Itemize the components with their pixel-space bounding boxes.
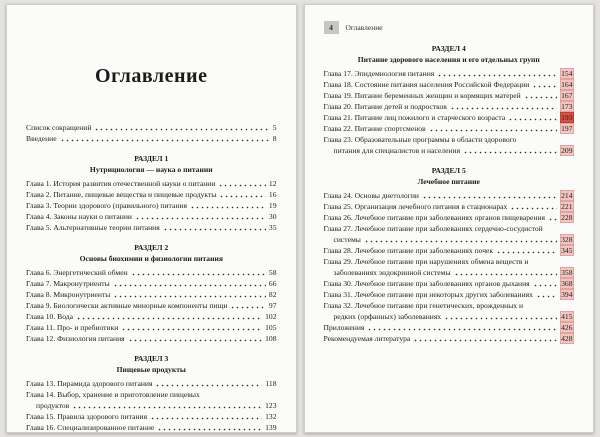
page-number-link[interactable]: 209 [561,146,573,155]
toc-entry [324,245,575,256]
page-number: 97 [268,301,277,310]
toc-entry [26,378,277,389]
toc-entry-text: Глава 19. Питание беременных женщин и кормящих матерей [323,91,521,100]
page-number-link[interactable]: 428 [561,334,573,343]
toc-entry-text: Глава 26. Лечебное питание при заболеваниях органов пищеварения [323,213,545,222]
dot-leader [157,422,262,433]
section-header [26,242,277,264]
dot-leader [131,267,266,278]
toc-entry [26,267,277,278]
toc-entry [26,189,277,200]
toc-entry [26,333,277,344]
toc-entry-line [324,278,575,289]
toc-entry-text: Глава 8. Микронутриенты [26,290,111,299]
dot-leader [367,322,556,333]
dot-leader [60,133,270,144]
page-number: 19 [268,201,277,210]
toc-entry [324,123,575,134]
toc-entry-line [324,79,575,90]
toc-entry [324,300,575,322]
toc-entry-line [26,300,277,311]
toc-entry-line [26,322,277,333]
dot-leader [163,222,266,233]
toc-entry [324,134,575,156]
toc-entry [26,122,277,133]
toc-entry-text: Глава 13. Пирамида здорового питания [26,379,153,388]
toc-entry [26,389,277,411]
toc-entry-line [26,311,277,322]
page-number-link[interactable]: 426 [561,323,573,332]
toc-entry [324,212,575,223]
page-number: 132 [265,412,277,421]
page-number: 105 [265,323,277,332]
page-number: 102 [265,312,277,321]
toc-entry-text: Глава 28. Лечебное питание при заболеваниях почек [323,246,494,255]
toc-entry-text: Глава 11. Про- и пребиотики [26,323,119,332]
toc-entry-line [324,201,575,212]
toc-entry-text: Глава 18. Состояние питания населения Российской Федерации [323,80,530,89]
running-header [324,21,575,34]
toc-entry-line [324,68,575,79]
dot-leader [230,300,265,311]
dot-leader [444,311,556,322]
dot-leader [219,189,266,200]
toc-entry [324,322,575,333]
toc-entry-line [324,90,575,101]
toc-entry-line [26,189,277,200]
page-number: 35 [268,223,277,232]
toc-entry-line [26,222,277,233]
toc-entry-text: системы [333,235,361,244]
dot-leader [510,201,556,212]
page-number-link[interactable]: 197 [561,124,573,133]
dot-leader [121,322,262,333]
toc-entry [324,278,575,289]
toc-entry-text: продуктов [36,401,70,410]
toc-entry-line [324,112,575,123]
toc-entry-text: Глава 24. Основы диетологии [323,191,419,200]
toc-entry-line [324,245,575,256]
section-title: РАЗДЕЛ 5 [431,166,466,175]
toc-entry-text: питания для специалистов и населения [333,146,461,155]
toc-entry-text: Глава 2. Питание, пищевые вещества и пищевые продукты [26,190,217,199]
toc-entry-line [324,145,575,156]
section-header [324,165,575,187]
toc-entry-line [324,234,575,245]
toc-entry-text: Глава 10. Вода [26,312,74,321]
toc-entry-line [26,411,277,422]
dot-leader [150,411,262,422]
toc-entry [26,411,277,422]
dot-leader [429,123,557,134]
dot-leader [113,289,265,300]
page-number-link[interactable]: 167 [561,91,573,100]
dot-leader [155,378,262,389]
toc-entry-text: Глава 25. Организация лечебного питания в стационарах [323,202,508,211]
page-number-link[interactable]: 345 [561,246,573,255]
section-header [26,153,277,175]
toc-entry [324,333,575,344]
toc-entry-text: Глава 31. Лечебное питание при некоторых других заболеваниях [323,290,533,299]
toc-entry-line [26,200,277,211]
toc-entry-line [26,267,277,278]
page-number: 12 [268,179,277,188]
toc-entry [324,90,575,101]
toc-entry-text: Глава 20. Питание детей и подростков [323,102,447,111]
toc-entry [26,211,277,222]
toc-entry-line [324,322,575,333]
page-number-link[interactable]: 154 [561,69,573,78]
toc-entry-text: Глава 22. Питание спортсменов [323,124,426,133]
toc-entry-line [26,122,277,133]
section-subtitle: Лечебное питание [417,177,480,186]
toc-entry [26,278,277,289]
dot-leader [413,333,556,344]
toc-entry [26,300,277,311]
toc-entry-line [26,422,277,433]
running-header-title: Оглавление [345,23,383,32]
toc-entry [26,311,277,322]
toc-entry-line [26,333,277,344]
toc-entry-text: Глава 16. Специализированное питание [26,423,155,432]
toc-entry-line [26,211,277,222]
toc-title: Оглавление [95,65,208,87]
left-toc [26,122,277,433]
section-title: РАЗДЕЛ 4 [431,44,466,53]
toc-entry [324,190,575,201]
section-title: РАЗДЕЛ 1 [134,154,169,163]
page-number-link[interactable]: 358 [561,268,573,277]
page-number-link[interactable]: 173 [561,102,573,111]
section-subtitle: Питание здорового населения и его отдельных групп [357,55,540,64]
section-header [26,353,277,375]
section-title: РАЗДЕЛ 3 [134,354,169,363]
toc-entry-text: Глава 30. Лечебное питание при заболеваниях органов дыхания [323,279,530,288]
section-title: РАЗДЕЛ 2 [134,243,169,252]
toc-entry-line [26,133,277,144]
page-number: 139 [265,423,277,432]
dot-leader [190,200,266,211]
toc-entry-line [26,400,277,411]
dot-leader [548,212,557,223]
toc-entry-text: Глава 27. Лечебное питание при заболеваниях сердечно-сосудистой [323,224,543,233]
toc-entry-text: Глава 17. Эпидемиология питания [323,69,435,78]
dot-leader [94,122,269,133]
page-number-link[interactable]: 193 [561,113,573,122]
dot-leader [437,68,556,79]
toc-entry-text: Введение [26,134,57,143]
left-page [6,4,297,433]
right-page [304,4,595,433]
page-number-link[interactable]: 228 [561,213,573,222]
toc-entry-text: Приложения [323,323,365,332]
page-number-badge: 4 [324,21,339,34]
page-number: 5 [272,123,277,132]
page-number-link[interactable]: 328 [561,235,573,244]
dot-leader [72,400,262,411]
toc-entry [324,201,575,212]
toc-entry-line [324,190,575,201]
dot-leader [496,245,556,256]
dot-leader [364,234,557,245]
toc-entry [26,222,277,233]
dot-leader [533,278,557,289]
dot-leader [524,90,557,101]
page-number-link[interactable]: 415 [561,312,573,321]
dot-leader [454,267,557,278]
toc-entry-text: Глава 14. Выбор, хранение и приготовление пищевых [26,390,200,399]
dot-leader [113,278,266,289]
page-number: 108 [265,334,277,343]
page-number: 123 [265,401,277,410]
toc-entry-line [26,278,277,289]
toc-entry-line [26,178,277,189]
toc-entry-text: Глава 12. Физиология питания [26,334,125,343]
toc-entry-line [324,212,575,223]
toc-entry [324,223,575,245]
page-number: 66 [268,279,277,288]
page-number: 30 [268,212,277,221]
toc-entry-text: Глава 23. Образовательные программы в области здорового [323,135,517,144]
toc-entry-line [26,289,277,300]
toc-entry [26,133,277,144]
dot-leader [135,211,266,222]
toc-entry-text: Глава 4. Законы науки о питании [26,212,132,221]
toc-entry-text: Список сокращений [26,123,92,132]
toc-entry-text: редких (орфанных) заболеваниях [333,312,442,321]
toc-entry-line [324,101,575,112]
page-number: 118 [265,379,277,388]
toc-entry [324,289,575,300]
toc-entry-text: Рекомендуемая литература [323,334,411,343]
page-number: 58 [268,268,277,277]
dot-leader [450,101,557,112]
toc-entry-text: заболеваниях эндокринной системы [333,268,451,277]
toc-entry-line [324,333,575,344]
section-header [324,43,575,65]
toc-entry [26,422,277,433]
toc-entry [26,289,277,300]
dot-leader [422,190,557,201]
toc-entry [26,200,277,211]
toc-entry-text: Глава 9. Биологически активные минорные компоненты пищи [26,301,228,310]
page-number: 82 [268,290,277,299]
page-number-link[interactable]: 368 [561,279,573,288]
right-toc [324,43,575,344]
toc-entry [324,256,575,278]
section-subtitle: Нутрициология — наука о питании [89,165,213,174]
page-number-link[interactable]: 394 [561,290,573,299]
toc-entry-line [324,267,575,278]
toc-entry-text: Глава 6. Энергетический обмен [26,268,128,277]
toc-entry-text: Глава 7. Макронутриенты [26,279,110,288]
toc-entry-line [26,378,277,389]
dot-leader [508,112,556,123]
toc-entry [26,178,277,189]
page-number-link[interactable]: 221 [561,202,573,211]
page-number-link[interactable]: 214 [561,191,573,200]
toc-entry-text: Глава 15. Правила здорового питания [26,412,148,421]
dot-leader [218,178,266,189]
toc-entry-text: Глава 32. Лечебное питание при генетических, врожденных и [323,301,524,310]
dot-leader [463,145,557,156]
toc-entry [324,79,575,90]
dot-leader [536,289,557,300]
toc-entry-text: Глава 3. Теории здорового (правильного) питания [26,201,187,210]
toc-entry-line [324,289,575,300]
page-number: 16 [268,190,277,199]
toc-entry-text: Глава 21. Питание лиц пожилого и старческого возраста [323,113,506,122]
toc-entry-line [324,123,575,134]
section-subtitle: Основы биохимии и физиологии питания [79,254,223,263]
page-number-link[interactable]: 164 [561,80,573,89]
section-subtitle: Пищевые продукты [116,365,186,374]
toc-entry-line [324,311,575,322]
toc-entry [324,101,575,112]
dot-leader [128,333,262,344]
toc-entry [324,112,575,123]
toc-entry [26,322,277,333]
page-number: 8 [272,134,277,143]
dot-leader [76,311,262,322]
toc-entry-text: Глава 1. История развития отечественной науки о питании [26,179,216,188]
toc-entry [324,68,575,79]
toc-entry-text: Глава 29. Лечебное питание при нарушениях обмена веществ и [323,257,529,266]
toc-entry-text: Глава 5. Альтернативные теории питания [26,223,160,232]
dot-leader [532,79,556,90]
